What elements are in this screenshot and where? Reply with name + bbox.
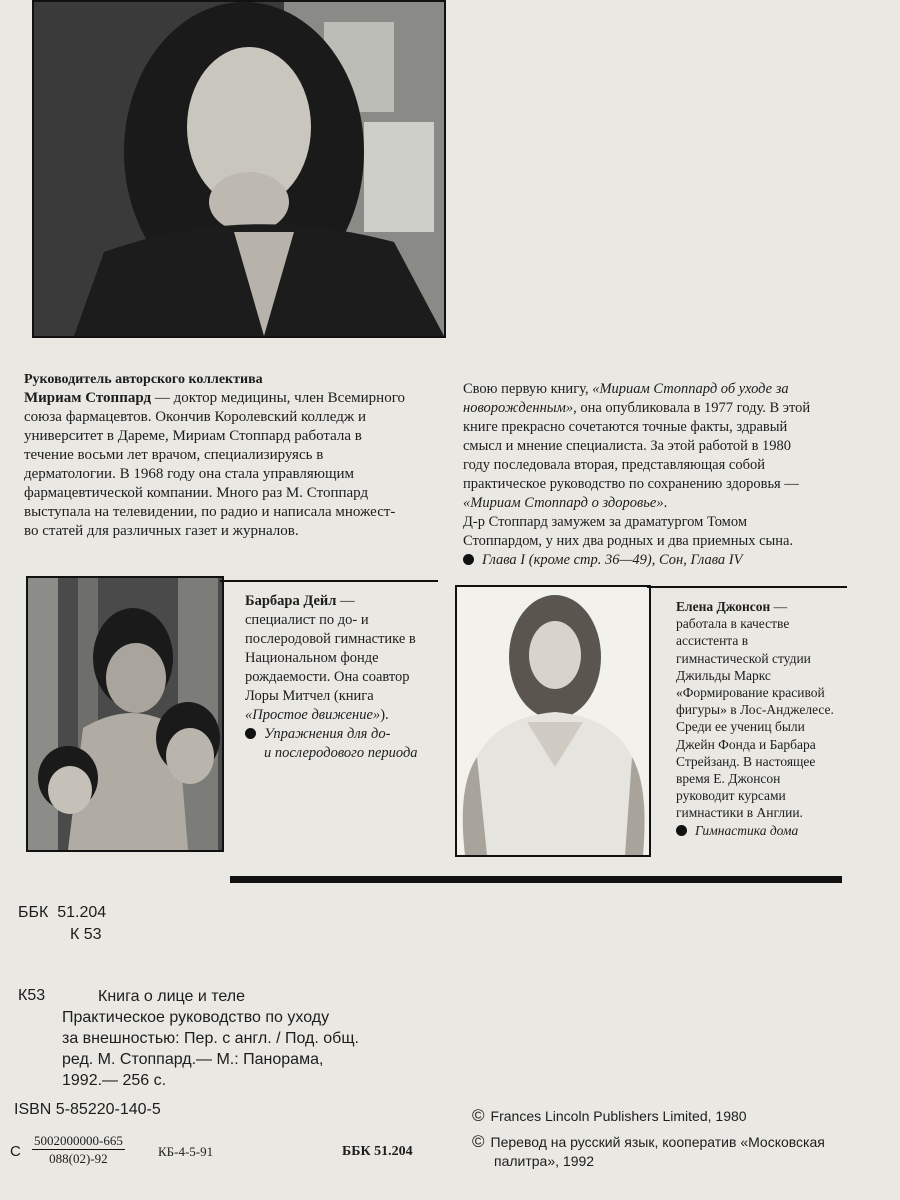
elena-johnson-photo xyxy=(455,585,651,857)
k-index: К53 xyxy=(18,987,46,1004)
isbn: ISBN 5-85220-140-5 xyxy=(14,1101,161,1118)
editor-portrait-photo xyxy=(32,0,446,338)
barbara-dale-name: Барбара Дейл xyxy=(245,593,337,609)
editor-name: Мириам Стоппард xyxy=(24,390,152,406)
elena-johnson-name: Елена Джонсон xyxy=(676,599,771,614)
copyright-icon: © xyxy=(472,1132,485,1151)
editor-works: Свою первую книгу, «Мириам Стоппард об уходе за новорожденным», она опубликовала в 1977 году. В этой книге прекрасно сочетаются точные факты, здравый смысл и мнение специалиста. За этой работой в 1980 году последовала вторая, представляющая собой практическое руководство по сохранению здоровья — «Мириам Стоппард о здоровье». Д-р Стоппард замужем за драматургом Томом Стоппардом, у них два родных и два приемных сына. Глава I (кроме стр. 36—49), Сон, Глава IV xyxy=(463,381,811,568)
faded-background-letters xyxy=(470,80,850,320)
barbara-dale-photo xyxy=(26,576,224,852)
catalog-fraction: 5002000000-665 088(02)-92 xyxy=(34,1133,123,1166)
bullet-icon xyxy=(676,825,687,836)
bbk-code: ББК 51.204 К 53 xyxy=(18,904,107,943)
barbara-dale-bio: Барбара Дейл — специалист по до- и послеродовой гимнастике в Национальном фонде рождаемости. Она соавтор Лоры Митчел (книга «Простое движение»). Упражнения для до- и послеродового периода xyxy=(245,593,418,761)
editor-bio: Мириам Стоппард — доктор медицины, член Всемирного союза фармацевтов. Окончив Королевский колледж и университет в Дареме, Мириам Стоппард работала в течение восьми лет врачом, специализируясь в дерматологии. В 1968 году она стала управляющим фармацевтической компании. Много раз М. Стоппард выступала на телевидении, по радио и написала множест- во статей для различных газет и журналов. xyxy=(24,390,405,539)
copyright-original: © Frances Lincoln Publishers Limited, 1980 xyxy=(472,1106,747,1125)
elena-rule xyxy=(647,586,847,588)
book-title: Книга о лице и теле xyxy=(98,988,245,1005)
c-letter: С xyxy=(10,1143,21,1160)
bbk-bottom: ББК 51.204 xyxy=(342,1144,413,1159)
catalog-description: Книга о лице и теле Практическое руководство по уходу за внешностью: Пер. с англ. / Под. общ. ред. М. Стоппард.— М.: Панорама, 1992.— 256 с. xyxy=(62,986,426,1091)
bullet-icon xyxy=(463,554,474,565)
bullet-icon xyxy=(245,728,256,739)
copyright-icon: © xyxy=(472,1106,485,1125)
copyright-translation: © Перевод на русский язык, кооператив «Московская палитра», 1992 xyxy=(472,1132,825,1169)
elena-johnson-bio: Елена Джонсон — работала в качестве ассистента в гимнастической студии Джильды Маркс «Формирование красивой фигуры» в Лос-Анджелесе. Среди ее учениц были Джейн Фонда и Барбара Стрейзанд. В настоящее время Е. Джонсон руководит курсами гимнастики в Англии. Гимнастика дома xyxy=(676,599,834,838)
section-divider xyxy=(230,876,842,883)
editor-caption: Руководитель авторского коллектива xyxy=(24,372,263,387)
kb-code: КБ-4-5-91 xyxy=(158,1144,214,1159)
editor-chapters: Глава I (кроме стр. 36—49), Сон, Глава IV xyxy=(482,552,743,568)
barbara-rule xyxy=(220,580,438,582)
